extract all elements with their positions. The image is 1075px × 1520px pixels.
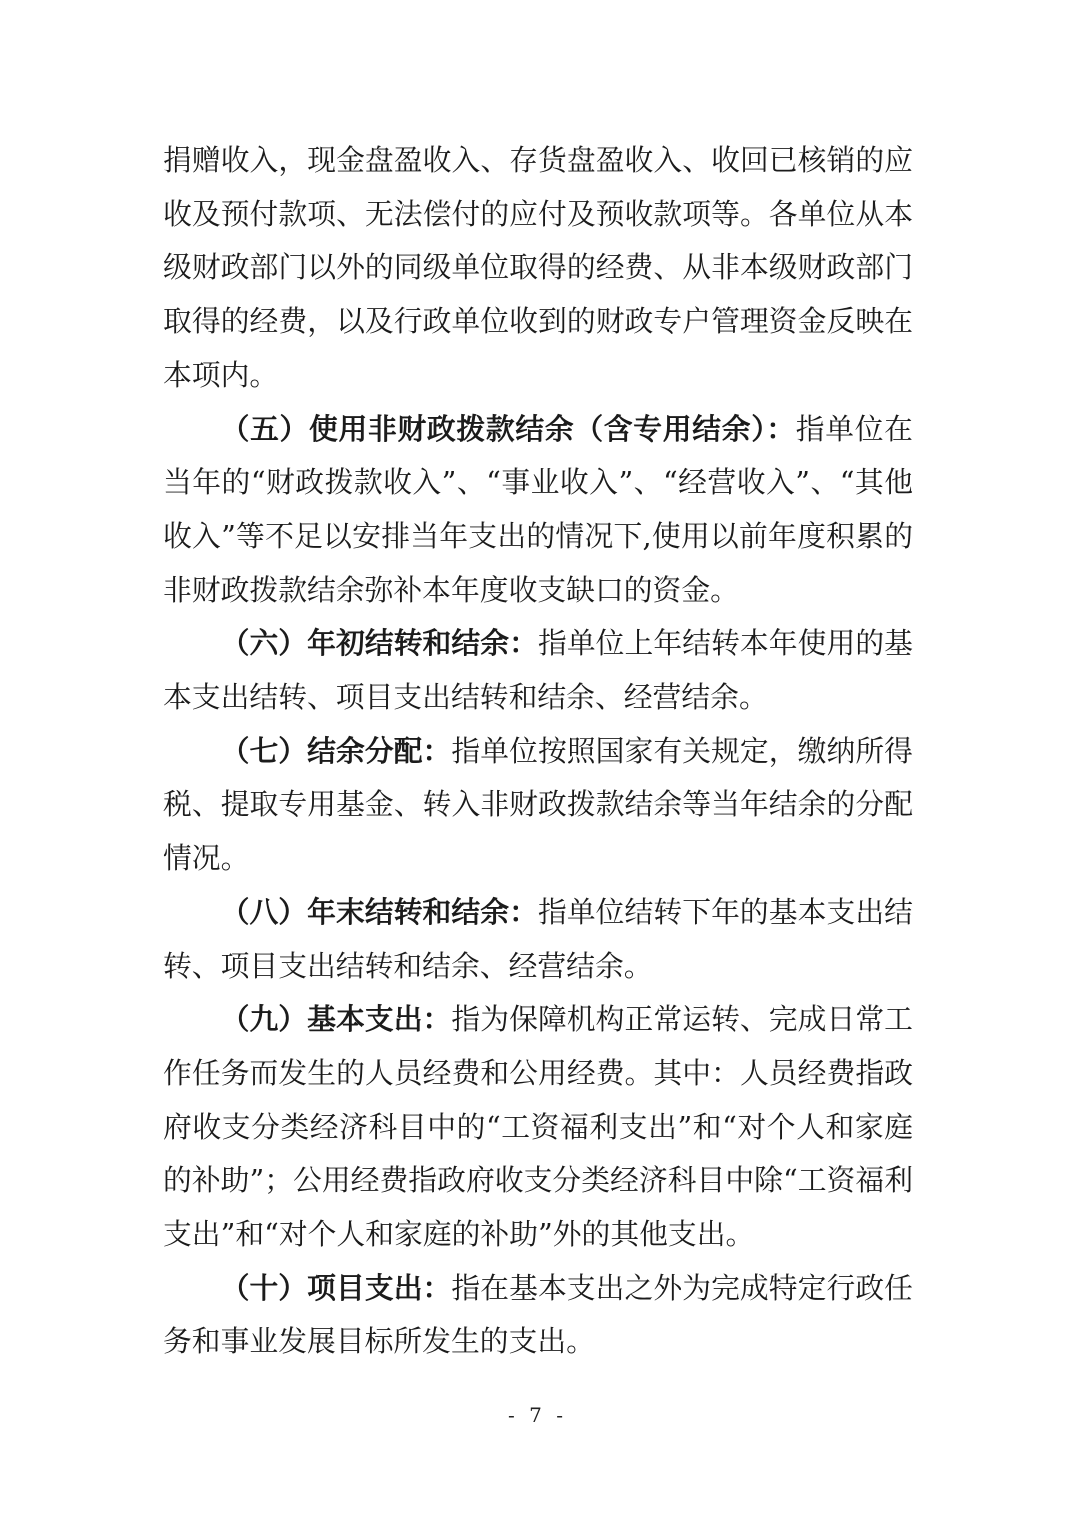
item-6-heading: （六）年初结转和结余： — [220, 626, 538, 661]
paragraph-continuation — [163, 134, 913, 403]
item-7-text: 指单位按照国家有关规定，缴纳所得税、提取专用基金、转入非财政拨款结余等当年结余的分配情况。 — [163, 733, 913, 876]
paragraph-item-10 — [163, 1262, 913, 1369]
item-10-text: 指在基本支出之外为完成特定行政任务和事业发展目标所发生的支出。 — [163, 1270, 913, 1359]
item-8-text: 指单位结转下年的基本支出结转、项目支出结转和结余、经营结余。 — [163, 894, 913, 983]
item-10-heading: （十）项目支出： — [220, 1270, 452, 1305]
document-body — [163, 134, 913, 1369]
paragraph-continuation-text: 捐赠收入，现金盘盈收入、存货盘盈收入、收回已核销的应收及预付款项、无法偿付的应付及预收款项等。各单位从本级财政部门以外的同级单位取得的经费、从非本级财政部门取得的经费，以及行政单位收到的财政专户管理资金反映在本项内。 — [163, 143, 913, 392]
item-9-heading: （九）基本支出： — [220, 1002, 452, 1037]
item-5-heading: （五）使用非财政拨款结余（含专用结余）： — [220, 411, 796, 446]
paragraph-item-7 — [163, 725, 913, 886]
page-number: - 7 - — [508, 1403, 567, 1427]
paragraph-item-8 — [163, 886, 913, 993]
item-5-text: 指单位在当年的“财政拨款收入”、“事业收入”、“经营收入”、“其他收入”等不足以安排当年支出的情况下,使用以前年度积累的非财政拨款结余弥补本年度收支缺口的资金。 — [163, 411, 913, 607]
paragraph-item-5 — [163, 403, 913, 618]
item-6-text: 指单位上年结转本年使用的基本支出结转、项目支出结转和结余、经营结余。 — [163, 626, 913, 715]
item-7-heading: （七）结余分配： — [220, 733, 452, 768]
item-9-text: 指为保障机构正常运转、完成日常工作任务而发生的人员经费和公用经费。其中：人员经费指政府收支分类经济科目中的“工资福利支出”和“对个人和家庭的补助”；公用经费指政府收支分类经济科目中除“工资福利支出”和“对个人和家庭的补助”外的其他支出。 — [163, 1002, 913, 1252]
paragraph-item-6 — [163, 617, 913, 724]
paragraph-item-9 — [163, 993, 913, 1262]
item-8-heading: （八）年末结转和结余： — [220, 894, 538, 929]
